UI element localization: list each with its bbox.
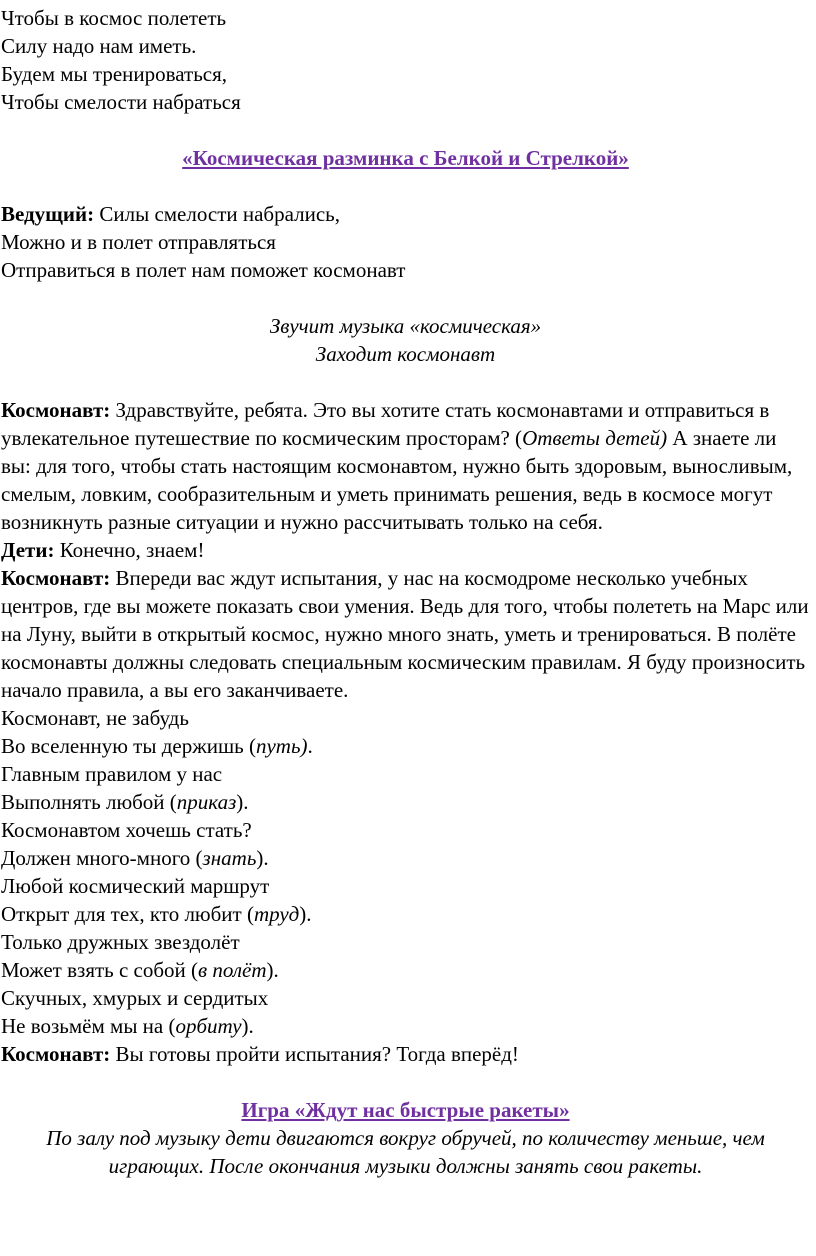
rule-line: Открыт для тех, кто любит (труд). bbox=[1, 902, 312, 926]
game-description: По залу под музыку дети двигаются вокруг обручей, по количеству меньше, чем играющих. После окончания музыки должны занять свои ракеты. bbox=[46, 1126, 765, 1178]
speaker-label: Космонавт: bbox=[1, 1042, 111, 1066]
speech-text: Вы готовы пройти испытания? Тогда вперёд! bbox=[110, 1042, 519, 1066]
rules-verse bbox=[1, 704, 810, 1040]
rule-line: Космонавт, не забудь bbox=[1, 706, 189, 730]
speaker-label: Космонавт: bbox=[1, 566, 111, 590]
heading-text: Игра «Ждут нас быстрые ракеты» bbox=[241, 1098, 570, 1122]
rule-line: Может взять с собой (в полёт). bbox=[1, 958, 279, 982]
speech-text: А знаете ли вы: для того, чтобы стать настоящим космонавтом, нужно быть здоровым, выносливым, смелым, ловким, сообразительным и уметь принимать решения, ведь в космосе могут возникнуть разные ситуации и нужно рассчитывать только на себя. bbox=[1, 426, 793, 534]
rule-line: Космонавтом хочешь стать? bbox=[1, 818, 252, 842]
rule-line: Только дружных звездолёт bbox=[1, 930, 240, 954]
opening-verse bbox=[1, 4, 810, 116]
speech-text: Можно и в полет отправляться bbox=[1, 230, 276, 254]
section-heading-warmup bbox=[1, 144, 810, 172]
rule-line: Главным правилом у нас bbox=[1, 762, 223, 786]
speech-text: Здравствуйте, ребята. Это вы хотите стать космонавтами и отправиться в увлекательное путешествие по космическим просторам? ( bbox=[1, 398, 770, 450]
stage-direction-music: Звучит музыка «космическая» bbox=[269, 314, 542, 338]
speech-text: Конечно, знаем! bbox=[54, 538, 205, 562]
verse-line: Силу надо нам иметь. bbox=[1, 34, 197, 58]
speaker-label: Космонавт: bbox=[1, 398, 111, 422]
host-speech bbox=[1, 200, 810, 284]
cosmonaut-speech-1 bbox=[1, 396, 810, 536]
rule-line: Во вселенную ты держишь (путь). bbox=[1, 734, 313, 758]
verse-line: Чтобы смелости набраться bbox=[1, 90, 241, 114]
rule-line: Скучных, хмурых и сердитых bbox=[1, 986, 269, 1010]
kids-speech bbox=[1, 536, 810, 564]
speaker-label: Дети: bbox=[1, 538, 55, 562]
rule-line: Должен много-много (знать). bbox=[1, 846, 269, 870]
cosmonaut-speech-3 bbox=[1, 1040, 810, 1068]
section-heading-game bbox=[1, 1096, 810, 1124]
stage-direction-enter: Заходит космонавт bbox=[315, 342, 496, 366]
cosmonaut-speech-2 bbox=[1, 564, 810, 704]
verse-line: Будем мы тренироваться, bbox=[1, 62, 228, 86]
answers-note: Ответы детей) bbox=[522, 426, 668, 450]
speech-text: Силы смелости набрались, bbox=[94, 202, 340, 226]
rule-line: Любой космический маршрут bbox=[1, 874, 270, 898]
rule-line: Выполнять любой (приказ). bbox=[1, 790, 249, 814]
speech-text: Впереди вас ждут испытания, у нас на космодроме несколько учебных центров, где вы можете показать свои умения. Ведь для того, чтобы полететь на Марс или на Луну, выйти в открытый космос, нужно много знать, уметь и тренироваться. В полёте космонавты должны следовать специальным космическим правилам. Я буду произносить начало правила, а вы его заканчиваете. bbox=[1, 566, 809, 702]
rule-line: Не возьмём мы на (орбиту). bbox=[1, 1014, 254, 1038]
speech-text: Отправиться в полет нам поможет космонавт bbox=[1, 258, 406, 282]
verse-line: Чтобы в космос полететь bbox=[1, 6, 227, 30]
speaker-label: Ведущий: bbox=[1, 202, 95, 226]
heading-text: «Космическая разминка с Белкой и Стрелкой» bbox=[182, 146, 629, 170]
